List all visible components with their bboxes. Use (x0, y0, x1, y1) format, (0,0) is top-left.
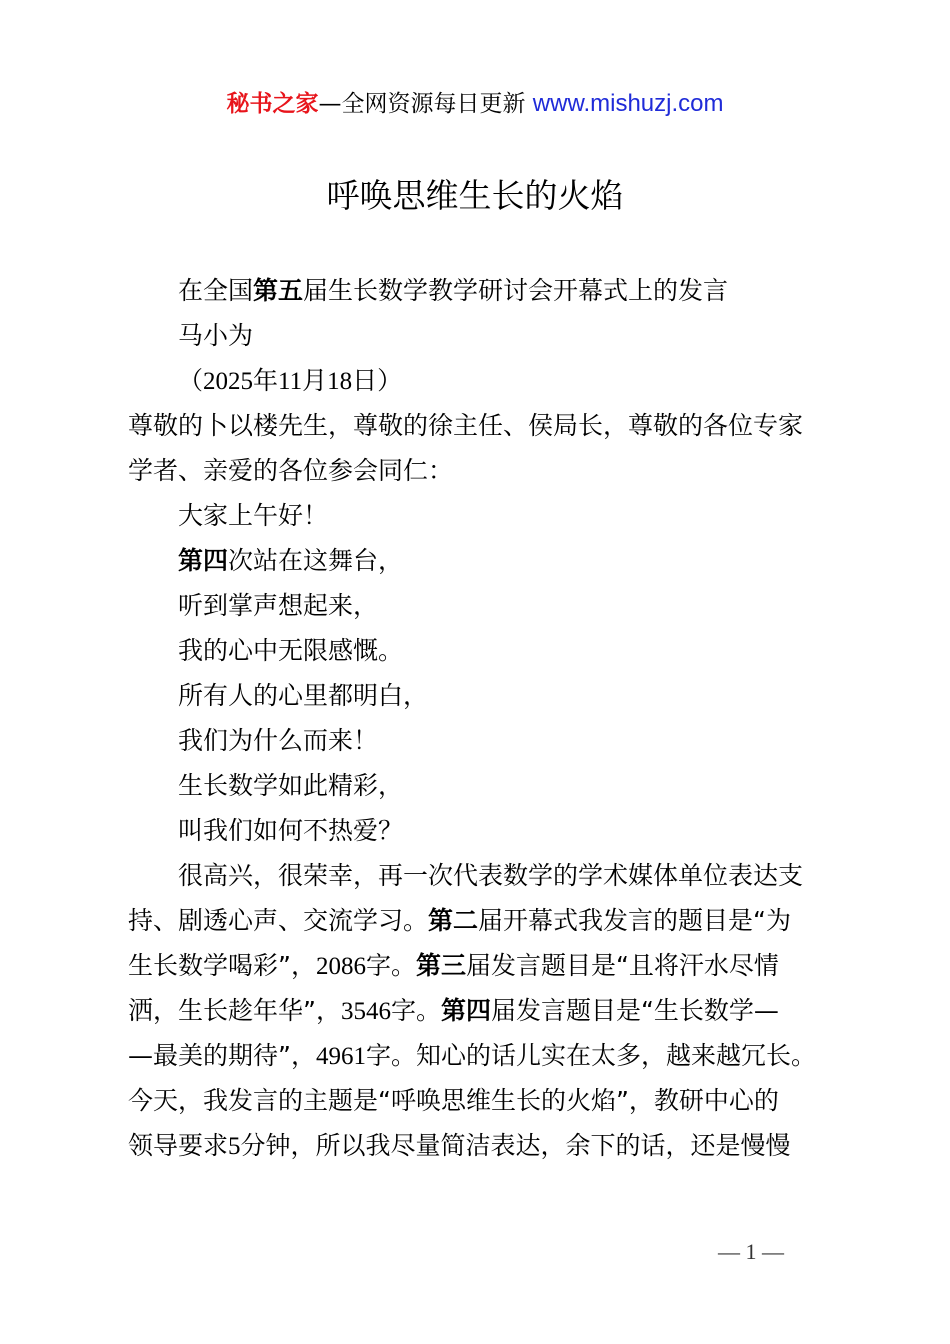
speech-date: （2025年11月18日） (178, 366, 403, 395)
poem-line: 听到掌声想起来， (178, 591, 379, 620)
poem-line: 叫我们如何不热爱？ (178, 816, 404, 845)
document-body (128, 268, 838, 1168)
poem-line: 生长数学如此精彩， (178, 771, 404, 800)
speech-subtitle: 在全国第五届生长数学教学研讨会开幕式上的发言 (178, 276, 729, 305)
poem-line: 第四次站在这舞台， (178, 546, 404, 575)
paragraph-line: 持、剧透心声、交流学习。第二届开幕式我发言的题目是“为 (128, 906, 791, 935)
poem-line: 所有人的心里都明白， (178, 681, 429, 710)
poem-line: 我们为什么而来！ (178, 726, 379, 755)
poem-line: 我的心中无限感慨。 (178, 636, 404, 665)
header-tagline: —全网资源每日更新 (318, 91, 526, 117)
paragraph-line: 领导要求5分钟，所以我尽量简洁表达，余下的话，还是慢慢 (128, 1131, 791, 1160)
greeting: 大家上午好！ (178, 501, 329, 530)
site-header (0, 88, 950, 120)
page-number: — 1 — (718, 1239, 784, 1264)
paragraph-line: 洒，生长趁年华”，3546字。第四届发言题目是“生长数学— (128, 996, 779, 1025)
paragraph-line: 生长数学喝彩”，2086字。第三届发言题目是“且将汗水尽情 (128, 951, 779, 980)
document-title: 呼唤思维生长的火焰 (326, 176, 624, 215)
salutation-line: 尊敬的卜以楼先生，尊敬的徐主任、侯局长，尊敬的各位专家 (128, 411, 804, 440)
salutation-line: 学者、亲爱的各位参会同仁： (128, 456, 454, 485)
paragraph-line: —最美的期待”，4961字。知心的话儿实在太多，越来越冗长。 (128, 1041, 816, 1070)
author-name: 马小为 (178, 321, 254, 350)
paragraph-line: 很高兴，很荣幸，再一次代表数学的学术媒体单位表达支 (178, 861, 804, 890)
brand-name: 秘书之家 (226, 91, 319, 117)
paragraph-line: 今天，我发言的主题是“呼唤思维生长的火焰”，教研中心的 (128, 1086, 779, 1115)
site-url-link[interactable]: www.mishuzj.com (532, 90, 724, 117)
